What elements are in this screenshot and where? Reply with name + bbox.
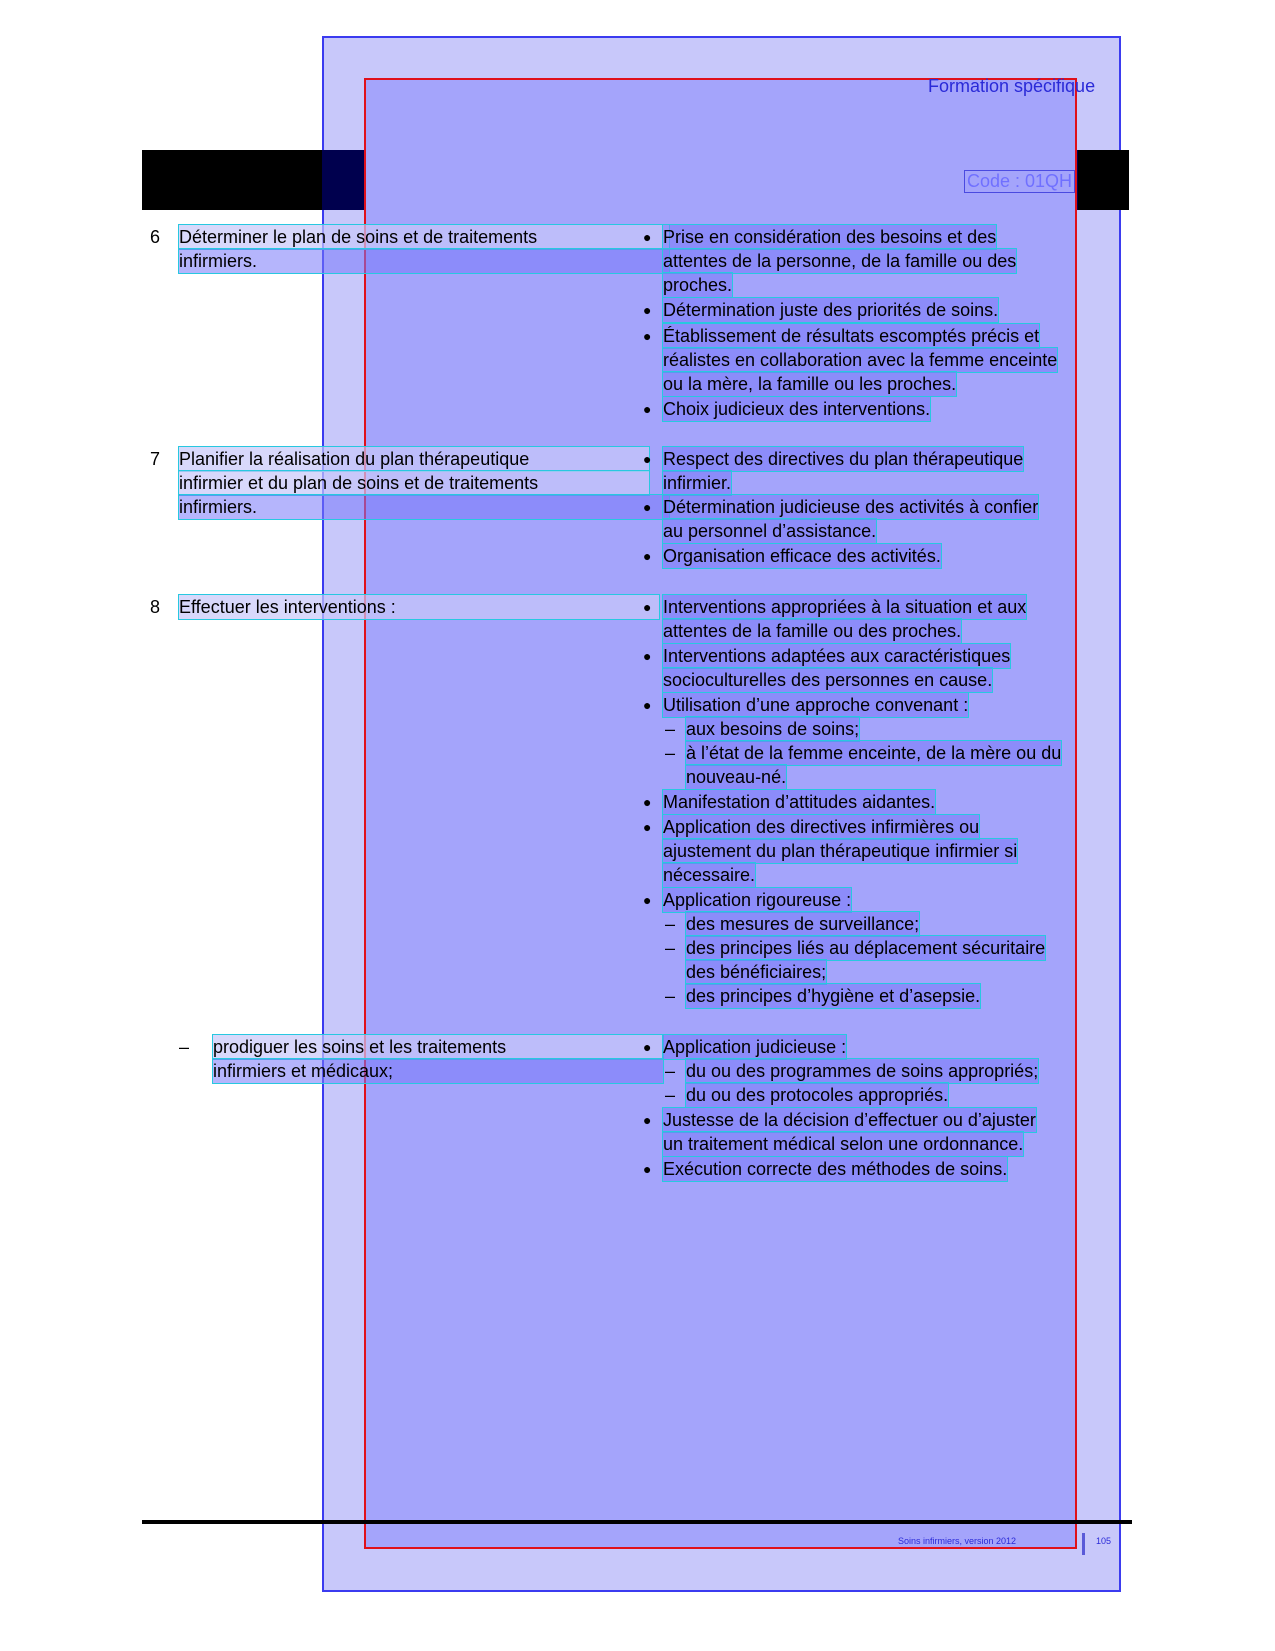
criterion-subtext: du ou des protocoles appropriés. [686,1085,949,1105]
criterion-text: Utilisation d’une approche convenant : [663,695,969,715]
bullet: ● [643,648,652,664]
bullet: ● [643,302,652,318]
footer-divider [1082,1533,1085,1555]
criterion-text: Prise en considération des besoins et des [663,227,997,247]
criterion-text: Application des directives infirmières ou [663,817,980,837]
bullet: ● [643,1112,652,1128]
page-number: 105 [1096,1536,1112,1546]
dash: – [665,1061,676,1081]
criterion-text: ajustement du plan thérapeutique infirmier si [663,841,1018,861]
bullet: ● [643,599,652,615]
criterion-subtext: nouveau-né. [686,767,787,787]
bullet: ● [643,328,652,344]
criterion-text: réalistes en collaboration avec la femme enceinte [663,350,1058,370]
dash: – [665,719,676,739]
criterion-subtext: à l’état de la femme enceinte, de la mère ou du [686,743,1062,763]
criterion-text: un traitement médical selon une ordonnance. [663,1134,1024,1154]
item-number: 7 [150,449,161,469]
criterion-text: Choix judicieux des interventions. [663,399,931,419]
criterion-text: Manifestation d’attitudes aidantes. [663,792,936,812]
item-text: infirmier et du plan de soins et de traitements [179,471,649,495]
criterion-text: Interventions appropriées à la situation et aux [663,597,1027,617]
bullet: ● [643,548,652,564]
section-label: Formation spécifique [928,76,1096,96]
item-text: Planifier la réalisation du plan thérapeutique [179,447,649,471]
criterion-text: Interventions adaptées aux caractéristiques [663,646,1011,666]
criterion-text: socioculturelles des personnes en cause. [663,670,993,690]
criterion-subtext: des bénéficiaires; [686,962,827,982]
criterion-subtext: des principes liés au déplacement sécuritaire [686,938,1046,958]
bullet: ● [643,1039,652,1055]
bullet: ● [643,401,652,417]
criterion-text: Justesse de la décision d’effectuer ou d’ajuster [663,1110,1036,1130]
item-text: infirmiers et médicaux; [213,1059,663,1083]
item-dash: – [179,1037,190,1057]
dash: – [665,938,676,958]
criterion-text: au personnel d’assistance. [663,521,877,541]
criterion-subtext: aux besoins de soins; [686,719,860,739]
item-text: Déterminer le plan de soins et de traitements [179,225,669,249]
item-number: 6 [150,227,161,247]
bullet: ● [643,794,652,810]
criterion-text: Détermination judicieuse des activités à confier [663,497,1039,517]
footer-text: Soins infirmiers, version 2012 [898,1536,1017,1546]
footer-rule [142,1520,1132,1524]
criterion-text: Établissement de résultats escomptés précis et [663,326,1040,346]
item-text: infirmiers. [179,495,669,519]
criterion-text: Application judicieuse : [663,1037,847,1057]
criterion-text: infirmier. [663,473,732,493]
criterion-text: Respect des directives du plan thérapeutique [663,449,1024,469]
item-text: prodiguer les soins et les traitements [213,1035,663,1059]
course-code: Code : 01QH [964,170,1075,193]
dash: – [665,986,676,1006]
criterion-text: attentes de la personne, de la famille ou des [663,251,1017,271]
criterion-text: Exécution correcte des méthodes de soins. [663,1159,1008,1179]
dash: – [665,743,676,763]
item-text: infirmiers. [179,249,669,273]
criterion-text: proches. [663,275,733,295]
bullet: ● [643,892,652,908]
item-number: 8 [150,597,161,617]
bullet: ● [643,499,652,515]
bullet: ● [643,819,652,835]
bullet: ● [643,451,652,467]
bullet: ● [643,697,652,713]
item-text: Effectuer les interventions : [179,595,659,619]
criterion-text: Détermination juste des priorités de soins. [663,300,999,320]
criterion-subtext: des principes d’hygiène et d’asepsie. [686,986,981,1006]
criterion-subtext: des mesures de surveillance; [686,914,920,934]
dash: – [665,1085,676,1105]
criterion-text: Organisation efficace des activités. [663,546,941,566]
criterion-text: nécessaire. [663,865,756,885]
bullet: ● [643,229,652,245]
criterion-subtext: du ou des programmes de soins appropriés; [686,1061,1039,1081]
criterion-text: ou la mère, la famille ou les proches. [663,374,957,394]
bullet: ● [643,1161,652,1177]
dash: – [665,914,676,934]
criterion-text: Application rigoureuse : [663,890,852,910]
criterion-text: attentes de la famille ou des proches. [663,621,962,641]
